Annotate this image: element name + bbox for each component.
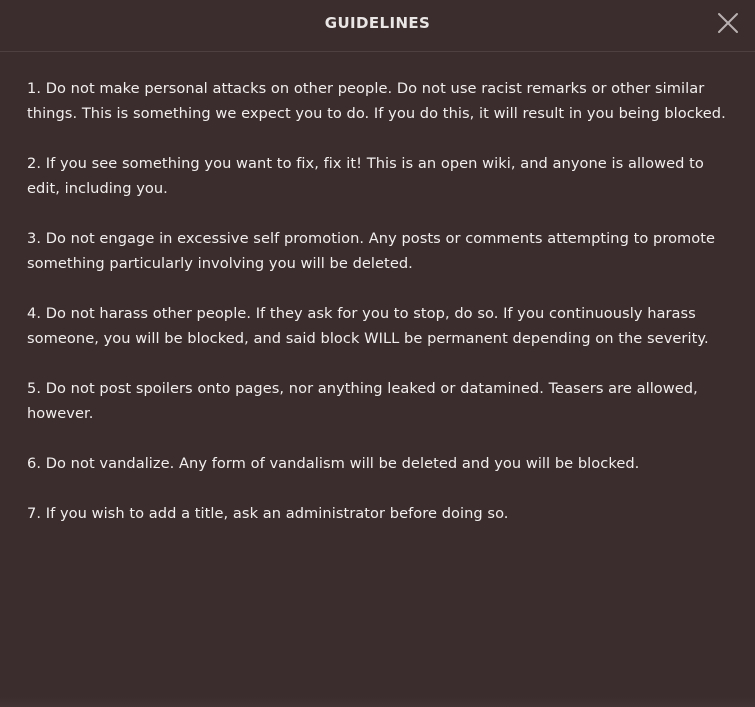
bottom-fade [0,697,755,707]
close-icon [717,12,739,34]
guideline-item-2: 2. If you see something you want to fix, fix it! This is an open wiki, and anyone is allowed to edit, including you. [27,155,704,197]
guideline-item-5: 5. Do not post spoilers onto pages, nor anything leaked or datamined. Teasers are allowed, however. [27,380,698,422]
close-button[interactable] [716,11,740,35]
guideline-item-4: 4. Do not harass other people. If they ask for you to stop, do so. If you continuously harass someone, you will be blocked, and said block WILL be permanent depending on the severity. [27,305,709,347]
guideline-item-1: 1. Do not make personal attacks on other people. Do not use racist remarks or other similar things. This is something we expect you to do. If you do this, it will result in you being blocked. [27,80,726,122]
modal-header [0,0,755,52]
modal-title: GUIDELINES [324,13,431,32]
guideline-item-7: 7. If you wish to add a title, ask an administrator before doing so. [27,505,509,522]
guidelines-content [0,52,755,526]
guideline-item-3: 3. Do not engage in excessive self promotion. Any posts or comments attempting to promote something particularly involving you will be deleted. [27,230,716,272]
guideline-item-6: 6. Do not vandalize. Any form of vandalism will be deleted and you will be blocked. [27,455,640,472]
